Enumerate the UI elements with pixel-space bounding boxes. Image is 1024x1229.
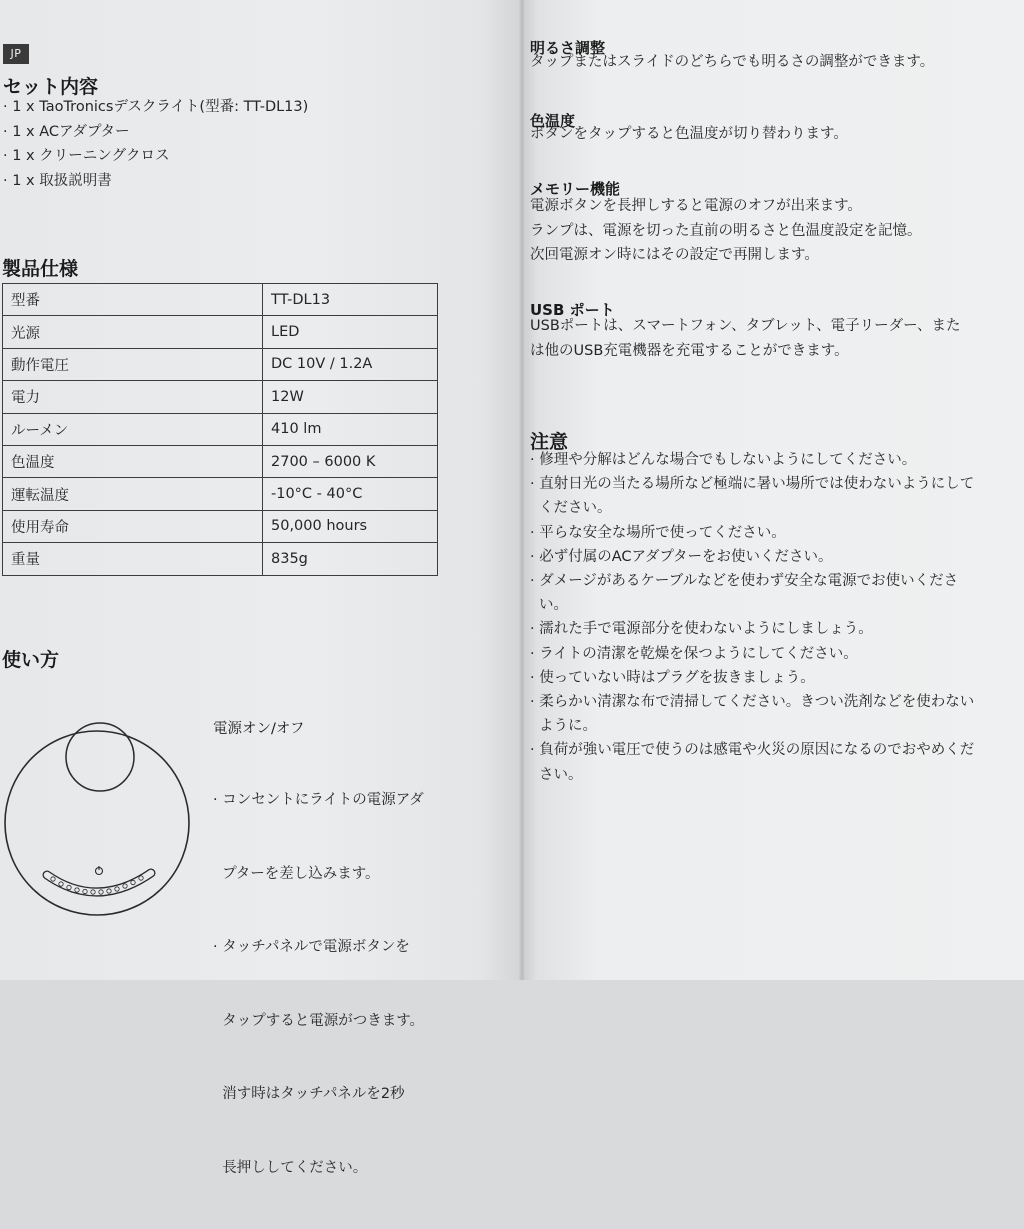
power-instructions [213,739,424,1229]
contents-item: · 1 x 取扱説明書 [3,172,112,189]
spec-key: 運転温度 [3,478,263,510]
spec-key: 色温度 [3,445,263,477]
table-row [3,510,438,542]
spec-value: 410 lm [263,413,438,445]
brightness-heading: 明るさ調整 [530,39,606,57]
list-item: 次回電源オン時にはその設定で再開します。 [530,247,819,263]
table-row [3,478,438,510]
specs-heading: 製品仕様 [2,258,79,280]
lamp-base-illustration [0,705,200,980]
memory-text [530,194,922,268]
table-row [3,445,438,477]
spec-key: 動作電圧 [3,348,263,380]
spec-value: TT-DL13 [263,284,438,316]
list-item: タップすると電源がつきます。 [213,1012,425,1029]
contents-item: · 1 x TaoTronicsデスクライト(型番: TT-DL13) [3,99,309,115]
list-item: · ライトの清潔を乾燥を保つようにしてください。 [530,645,858,662]
list-item: · コンセントにライトの電源アダ [213,792,424,808]
list-item: は他のUSB充電機器を充電することができます。 [530,342,849,359]
table-row [3,348,438,380]
list-item: · 濡れた手で電源部分を使わないようにしましょう。 [530,621,873,638]
spec-value: 50,000 hours [263,510,438,542]
spec-value: 2700 – 6000 K [263,445,438,477]
spec-table [2,283,438,576]
list-item: · 負荷が強い電圧で使うのは感電や火災の原因になるのでおやめください。 [530,742,975,783]
spec-key: 光源 [3,316,263,348]
list-item: USBポートは、スマートフォン、タブレット、電子リーダー、また [530,318,961,334]
list-item: ボタンをタップすると色温度が切り替わります。 [530,126,848,142]
list-item: プターを差し込みます。 [213,865,380,882]
list-item: · 修理や分解はどんな場合でもしないようにしてください。 [530,452,917,468]
list-item: · 平らな安全な場所で使ってください。 [530,524,786,541]
spec-key: 使用寿命 [3,510,263,542]
contents-list [3,95,308,193]
spec-key: 重量 [3,543,263,575]
spec-value: 12W [263,381,438,413]
caution-list [530,448,980,787]
brightness-text [530,50,934,75]
spec-key: ルーメン [3,413,263,445]
list-item: · 必ず付属のACアダプターをお使いください。 [530,548,833,565]
memory-heading: メモリー機能 [530,180,621,198]
list-item: タップまたはスライドのどちらでも明るさの調整ができます。 [530,54,935,70]
spec-value: LED [263,316,438,348]
usage-heading: 使い方 [2,649,60,671]
spec-value: 835g [263,543,438,575]
table-row [3,381,438,413]
spec-key: 型番 [3,284,263,316]
list-item: 電源ボタンを長押しすると電源のオフが出来ます。 [530,198,862,214]
table-row [3,316,438,348]
table-row [3,413,438,445]
contents-item: · 1 x クリーニングクロス [3,148,170,164]
power-toggle-title: 電源オン/オフ [213,721,305,737]
usb-heading: USB ポート [530,301,615,319]
usb-text [530,314,961,363]
list-item: · 柔らかい清潔な布で清掃してください。きつい洗剤などを使わないように。 [530,694,975,735]
list-item: 消す時はタッチパネルを2秒 [213,1086,405,1102]
contents-item: · 1 x ACアダプター [3,123,130,140]
language-badge: JP [3,44,29,64]
list-item: ランプは、電源を切った直前の明るさと色温度設定を記憶。 [530,222,922,239]
list-item: · ダメージがあるケーブルなどを使わず安全な電源でお使いください。 [530,573,959,614]
spec-key: 電力 [3,381,263,413]
table-row [3,284,438,316]
book-gutter [518,0,526,980]
list-item: · 使っていない時はプラグを抜きましょう。 [530,669,815,686]
spec-value: DC 10V / 1.2A [263,348,438,380]
spec-value: -10°C - 40°C [263,478,438,510]
power-icon [96,866,103,875]
table-row [3,543,438,575]
color-temperature-text [530,122,848,147]
contents-heading: セット内容 [3,76,99,98]
list-item: · タッチパネルで電源ボタンを [213,939,410,955]
color-temperature-heading: 色温度 [530,112,576,130]
list-item: · 直射日光の当たる場所など極端に暑い場所では使わないようにしてください。 [530,476,975,517]
caution-heading: 注意 [530,431,569,453]
list-item: 長押ししてください。 [213,1159,368,1176]
